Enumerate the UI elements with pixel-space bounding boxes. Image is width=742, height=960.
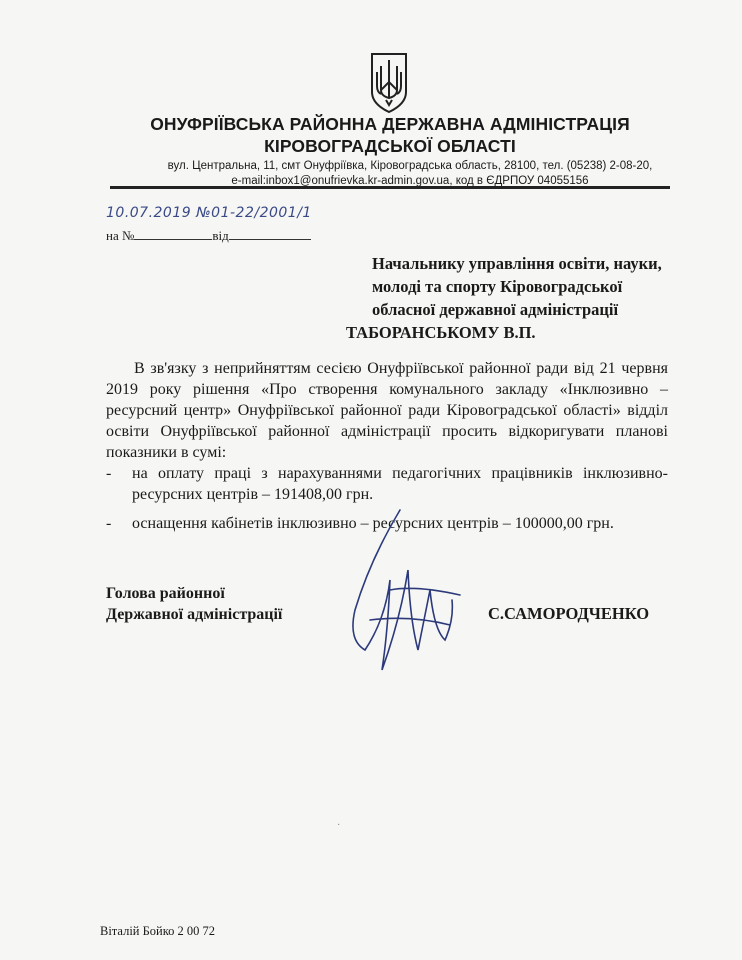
addressee-line2: молоді та спорту Кіровоградської [372,277,623,296]
organization-address [150,159,670,189]
reference-line [106,228,311,244]
addressee-block [346,252,682,344]
list-dash: - [106,465,112,482]
address-line2: e-mail:inbox1@onufrievka.kr-admin.gov.ua, код в ЄДРПОУ 04055156 [231,175,589,187]
handwritten-registration-number: 10.07.2019 №01-22/2001/1 [106,205,312,221]
header-divider [110,186,670,189]
signatory-title-line2: Державної адміністрації [106,606,283,623]
addressee-line1: Начальнику управління освіти, науки, [372,254,662,273]
organization-name [100,113,680,157]
vid-blank [229,229,311,240]
addressee-line4: ТАБОРАНСЬКОМУ В.П. [346,323,536,342]
signatory-title-line1: Голова районної [106,585,225,602]
list-item [106,463,668,505]
list-dash: - [106,515,112,532]
org-name-line1: ОНУФРІЇВСЬКА РАЙОННА ДЕРЖАВНА АДМІНІСТРАЦІЯ [150,114,630,134]
handwritten-signature [330,500,470,680]
addressee-line3: обласної державної адміністрації [372,300,619,319]
signatory-name: С.САМОРОДЧЕНКО [488,604,650,623]
list-item-text: оснащення кабінетів інклюзивно – ресурсних центрів – 100000,00 грн. [132,515,614,532]
org-name-line2: КІРОВОГРАДСЬКОЇ ОБЛАСТІ [264,136,516,156]
vid-label: від [212,228,229,243]
na-label: на № [106,228,135,243]
coat-of-arms-icon [369,52,409,114]
na-blank [134,229,212,240]
paper-speck: · [337,820,341,831]
executor-footer: Віталій Бойко 2 00 72 [100,924,216,938]
signatory-title [106,583,282,625]
list-item-text: на оплату праці з нарахуваннями педагогічних працівників інклюзивно-ресурсних центрів – 191408,00 грн. [132,465,668,503]
address-line1: вул. Центральна, 11, смт Онуфріївка, Кіровоградська область, 28100, тел. (05238) 2-08-20, [167,160,653,172]
body-paragraph: В зв'язку з неприйняттям сесією Онуфріївської районної ради від 21 червня 2019 року рішення «Про створення комунального закладу «Інклюзивно – ресурсний центр» Онуфріївської районної ради Кіровоградської області» відділ освіти Онуфріївської районної адміністрації просить відкоригувати планові показники в сумі: [106,360,668,461]
